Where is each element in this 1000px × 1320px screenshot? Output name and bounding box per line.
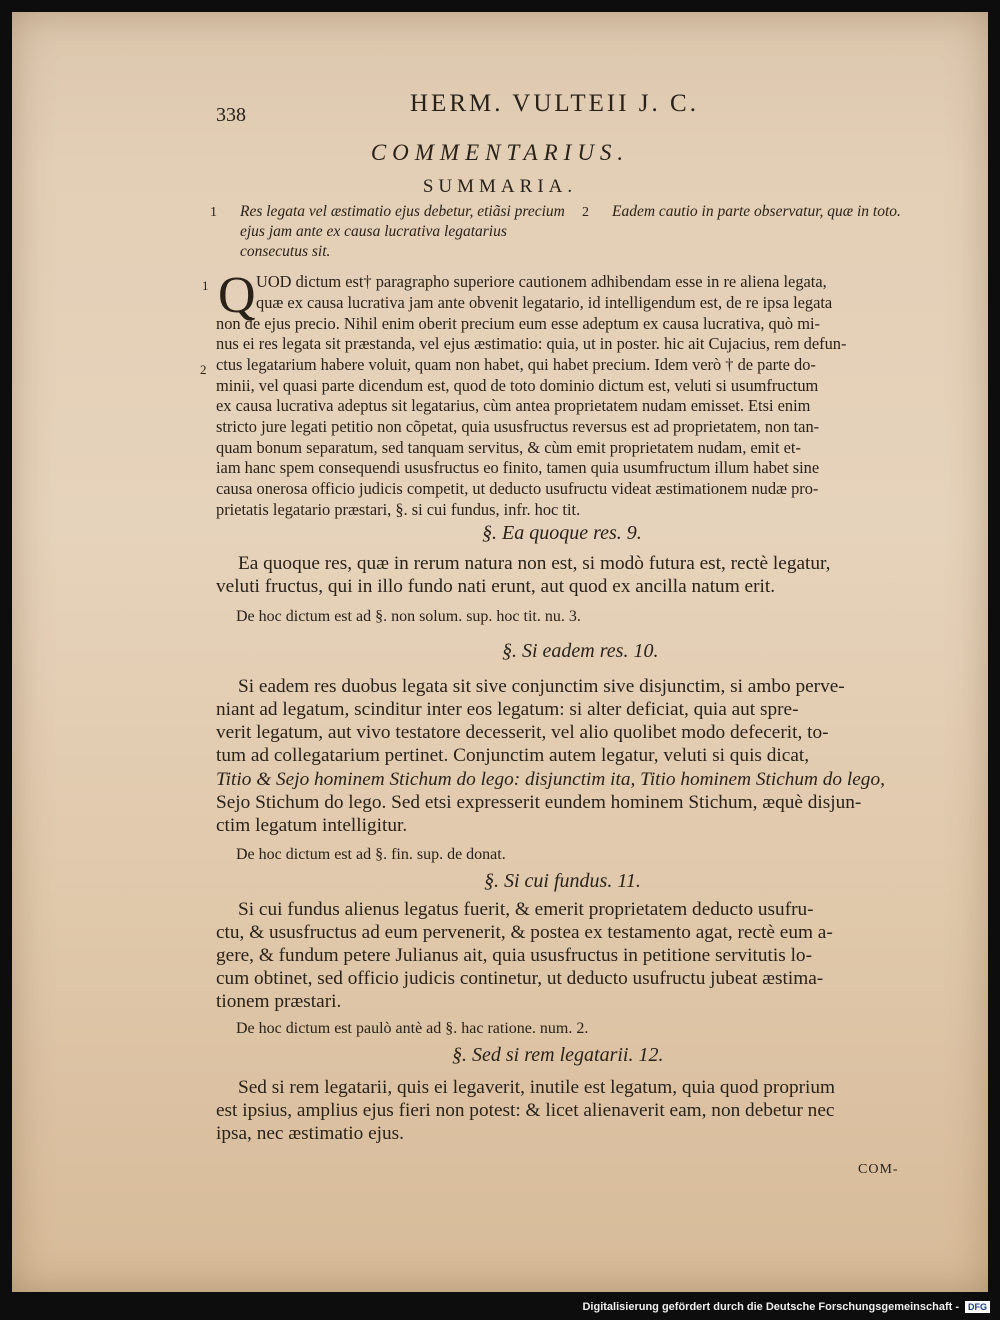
- section-text-line: ipsa, nec æstimatio ejus.: [216, 1123, 404, 1144]
- summaria-label: SUMMARIA.: [422, 176, 578, 197]
- margin-note-2: 2: [200, 362, 207, 377]
- commentary-line: ctus legatarium habere voluit, quam non habet, qui habet precium. Idem verò † de parte do-: [216, 355, 816, 374]
- running-title: [410, 90, 699, 118]
- commentary-line: quæ ex causa lucrativa jam ante obvenit legatario, id intelligendum est, de re ipsa legata: [256, 293, 833, 312]
- margin-note-1: 1: [202, 278, 209, 293]
- section-text-line: gere, & fundum petere Julianus ait, quia ususfructus in petitione servitutis lo-: [216, 945, 812, 966]
- section-text-line: niant ad legatum, scinditur inter eos legatum: si alter deficiat, quia aut spre-: [216, 699, 799, 720]
- commentary-line: quam bonum separatum, sed tanquam servitus, & cùm emit proprietatem nudam, emit et-: [216, 438, 801, 457]
- commentary-line: ex causa lucrativa adeptus sit legatarius, cùm antea proprietatem nudam emisset. Etsi enim: [216, 396, 811, 415]
- book-page: [12, 12, 988, 1292]
- commentary-line: iam hanc spem consequendi ususfructus eo finito, tamen quia usumfructum illum habet sine: [216, 458, 820, 477]
- section-heading: §. Si cui fundus. 11.: [484, 870, 641, 892]
- section-text-line: Sejo Stichum do lego. Sed etsi expresserit eundem hominem Stichum, æquè disjun-: [216, 792, 862, 813]
- section-text-line: ctu, & ususfructus ad eum pervenerit, & postea ex testamento agat, rectè eum a-: [216, 922, 833, 943]
- section-text-line: ctim legatum intelligitur.: [216, 815, 408, 836]
- commentary-line: nus ei res legata sit præstanda, vel ejus æstimatio: quia, ut in poster. hic ait Cujacius, rem defun-: [216, 334, 847, 353]
- section-heading: §. Si eadem res. 10.: [502, 640, 659, 662]
- section-heading: §. Ea quoque res. 9.: [482, 522, 642, 544]
- section-text-line: est ipsius, amplius ejus fieri non potest: & licet alienaverit eam, non debetur nec: [216, 1100, 835, 1121]
- commentary-line: causa onerosa officio judicis competit, ut deducto usufructu videat æstimationem nudæ pro-: [216, 479, 819, 498]
- section-text-line: tionem præstari.: [216, 991, 342, 1012]
- dfg-logo: DFG: [965, 1301, 990, 1313]
- summary-text: Res legata vel æstimatio ejus debetur, etiãsi precium ejus jam ante ex causa lucrativa legatarius consecutus sit.: [240, 203, 565, 260]
- section-title: COMMENTARIUS.: [370, 140, 630, 165]
- catchword: COM-: [858, 1162, 899, 1177]
- section-text-line: verit legatum, aut vivo testatore decesserit, vel alio quolibet modo defecerit, to-: [216, 722, 829, 743]
- section-reference: De hoc dictum est ad §. non solum. sup. hoc tit. nu. 3.: [236, 608, 581, 625]
- section-text-line: veluti fructus, qui in illo fundo nati erunt, aut quod ex ancilla natum erit.: [216, 576, 776, 597]
- commentary-line: prietatis legatario præstari, §. si cui fundus, infr. hoc tit.: [216, 500, 581, 519]
- section-text-line: Si cui fundus alienus legatus fuerit, & emerit proprietatem deducto usufru-: [238, 899, 814, 920]
- footer-text: Digitalisierung gefördert durch die Deutsche Forschungsgemeinschaft -: [582, 1301, 959, 1313]
- section-text-line: cum obtinet, sed officio judicis continetur, ut deducto usufructu jubeat æstima-: [216, 968, 824, 989]
- page-number: 338: [216, 104, 246, 126]
- section-text-line: Sed si rem legatarii, quis ei legaverit, inutile est legatum, quia quod proprium: [238, 1077, 836, 1098]
- section-heading: §. Sed si rem legatarii. 12.: [452, 1044, 664, 1066]
- summary-number: 1: [210, 205, 217, 220]
- commentary-line: stricto jure legati petitio non cõpetat, quia ususfructus reversus est ad proprietatem, non tan-: [216, 417, 820, 436]
- commentary-line: non de ejus precio. Nihil enim oberit precium eum esse adeptum ex causa lucrativa, quò mi-: [216, 314, 820, 333]
- section-text-line: Titio & Sejo hominem Stichum do lego: disjunctim ita, Titio hominem Stichum do lego,: [216, 769, 885, 790]
- summary-text: Eadem cautio in parte observatur, quæ in toto.: [612, 203, 901, 220]
- running-title-text: HERM. VULTEII J. C.: [410, 90, 699, 117]
- section-text-line: Si eadem res duobus legata sit sive conjunctim sive disjunctim, si ambo perve-: [238, 676, 845, 697]
- section-text-line: Ea quoque res, quæ in rerum natura non est, si modò futura est, rectè legatur,: [238, 553, 831, 574]
- drop-cap: Q: [218, 267, 256, 324]
- commentary-line: UOD dictum est† paragrapho superiore cautionem adhibendam esse in re aliena legata,: [256, 272, 827, 291]
- commentary-line: minii, vel quasi parte dicendum est, quod de toto dominio dictum est, veluti si usumfructum: [216, 376, 819, 395]
- section-reference: De hoc dictum est ad §. fin. sup. de donat.: [236, 846, 506, 863]
- summary-number: 2: [582, 205, 589, 220]
- section-reference: De hoc dictum est paulò antè ad §. hac ratione. num. 2.: [236, 1020, 589, 1037]
- digitization-footer: [0, 1296, 990, 1318]
- section-text-line: tum ad collegatarium pertinet. Conjunctim autem legatur, veluti si quis dicat,: [216, 745, 810, 766]
